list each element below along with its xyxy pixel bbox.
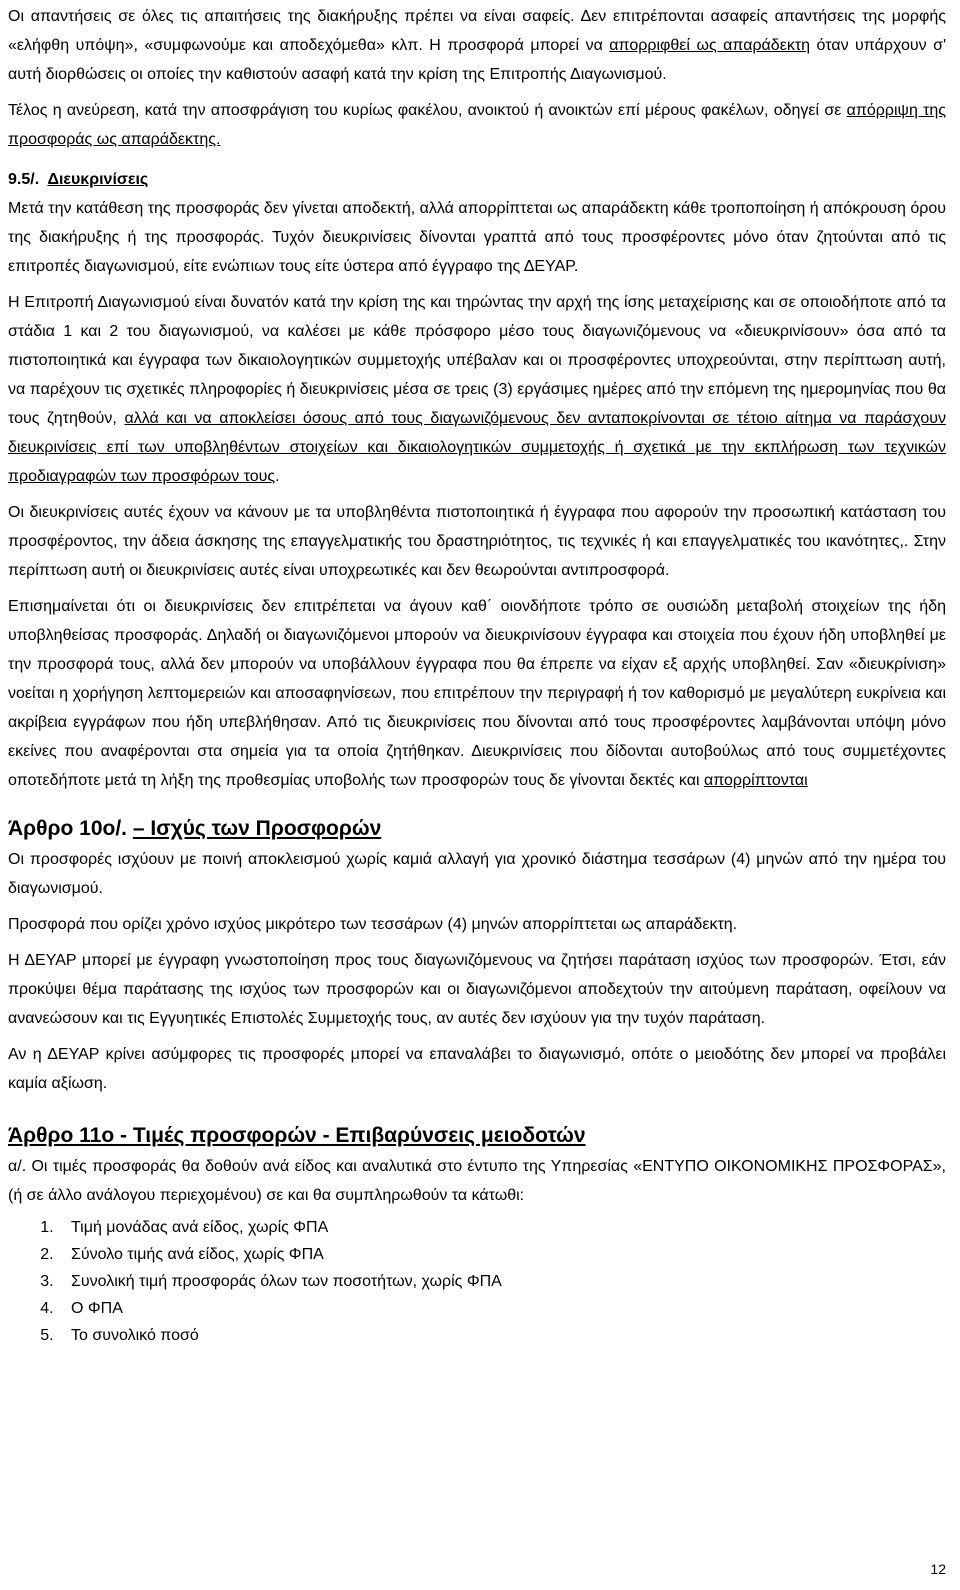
underlined-rejected-word: απορρίπτονται [703, 772, 808, 789]
underlined-rejection-phrase: απορριφθεί ως απαράδεκτη [609, 37, 811, 54]
list-item: 5. Το συνολικό ποσό [58, 1322, 946, 1349]
list-item: 1. Τιμή μονάδας ανά είδος, χωρίς ΦΠΑ [58, 1214, 946, 1241]
article-10-title: – Ισχύς των Προσφορών [132, 817, 382, 840]
pricing-items-list [8, 1214, 946, 1349]
list-item: 2. Σύνολο τιμής ανά είδος, χωρίς ΦΠΑ [58, 1241, 946, 1268]
paragraph-shorter-validity: Προσφορά που ορίζει χρόνο ισχύος μικρότερο των τεσσάρων (4) μηνών απορρίπτεται ως απαράδεκτη. [8, 916, 738, 933]
paragraph-offer-validity: Οι προσφορές ισχύουν με ποινή αποκλεισμού χωρίς καμιά αλλαγή για χρονικό διάστημα τεσσάρων (4) μηνών από την ημέρα του διαγωνισμού. [8, 851, 946, 897]
list-item: 3. Συνολική τιμή προσφοράς όλων των ποσοτήτων, χωρίς ΦΠΑ [58, 1268, 946, 1295]
paragraph-pricing-intro: α/. Οι τιμές προσφοράς θα δοθούν ανά είδος και αναλυτικά στο έντυπο της Υπηρεσίας «ΕΝΤΥΠΟ ΟΙΚΟΝΟΜΙΚΗΣ ΠΡΟΣΦΟΡΑΣ», (ή σε άλλο ανάλογου περιεχομένου) σε και θα συμπληρωθούν τα κάτωθι: [8, 1158, 946, 1204]
page-number: 12 [930, 1561, 946, 1577]
underlined-rejection-clause: απόρριψη της προσφοράς ως απαράδεκτης. [8, 102, 947, 148]
article-11-heading: Άρθρο 11ο - Τιμές προσφορών - Επιβαρύνσεις μειοδοτών [8, 1124, 586, 1147]
paragraph-clarifications-4: Επισημαίνεται ότι οι διευκρινίσεις δεν επιτρέπεται να άγουν καθ΄ οιονδήποτε τρόπο σε ουσιώδη μεταβολή στοιχείων της ήδη υποβληθείσας προσφοράς. Δηλαδή οι διαγωνιζόμενοι μπορούν να διευκρινίσουν έγγραφα και στοιχεία που έχουν ήδη υποβληθεί με την προσφορά τους, αλλά δεν μπορούν να υποβάλλουν έγγραφα που θα έπρεπε να είχαν εξ αρχής υποβληθεί. Σαν «διευκρίνιση» νοείται η χορήγηση λεπτομερειών και αποσαφηνίσεων, που επιτρέπουν την περιγραφή ή τον καθορισμό με μεγαλύτερη ευκρίνεια και ακρίβεια εγγράφων που ήδη υπεβλήθησαν. Από τις διευκρινίσεις που δίνονται από τους προσφέροντες λαμβάνονται υπόψη μόνο εκείνες που αναφέρονται στα σημεία για τα οποία ζητήθηκαν. Διευκρινίσεις που δίδονται αυτοβούλως από τους συμμετέχοντες οποτεδήποτε μετά τη λήξη της προθεσμίας υποβολής των προσφορών τους δε γίνονται δεκτές και απορρίπτονται [8, 598, 946, 789]
paragraph-unsealing-rejection: Τέλος η ανεύρεση, κατά την αποσφράγιση του κυρίως φακέλου, ανοικτού ή ανοικτών επί μέρους φακέλων, οδηγεί σε απόρριψη της προσφοράς ως απαράδεκτης. [8, 102, 947, 148]
article-10-heading: Άρθρο 10ο/. – Ισχύς των Προσφορών [8, 817, 382, 840]
paragraph-validity-extension: Η ΔΕΥΑΡ μπορεί με έγγραφη γνωστοποίηση προς τους διαγωνιζόμενους να ζητήσει παράταση ισχύος των προσφορών. Έτσι, εάν προκύψει θέμα παράτασης της ισχύος των προσφορών και οι διαγωνιζόμενοι αποδεχτούν την αιτούμενη παράταση, οφείλουν να ανανεώσουν και τις Εγγυητικές Επιστολές Συμμετοχής τους, αν αυτές δεν ισχύουν για την τυχόν παράταση. [8, 952, 946, 1027]
paragraph-clarity-requirements: Οι απαντήσεις σε όλες τις απαιτήσεις της διακήρυξης πρέπει να είναι σαφείς. Δεν επιτρέπονται ασαφείς απαντήσεις της μορφής «ελήφθη υπόψη», «συμφωνούμε και αποδεχόμεθα» κλπ. Η προσφορά μπορεί να απορριφθεί ως απαράδεκτη όταν υπάρχουν σ' αυτή διορθώσεις οι οποίες την καθιστούν ασαφή κατά την κρίση της Επιτροπής Διαγωνισμού. [8, 8, 947, 83]
paragraph-clarifications-3: Οι διευκρινίσεις αυτές έχουν να κάνουν με τα υποβληθέντα πιστοποιητικά ή έγγραφα που αφορούν την προσωπική κατάσταση του προσφέροντος, την άδεια άσκησης της επαγγελματικής του δραστηριότητος, τις τεχνικές ή και επαγγελματικές του ικανότητες,. Στην περίπτωση αυτή οι διευκρινίσεις αυτές είναι υποχρεωτικές και δεν θεωρούνται αντιπροσφορά. [8, 504, 946, 579]
section-9-5-heading [8, 166, 946, 194]
paragraph-clarifications-1: Μετά την κατάθεση της προσφοράς δεν γίνεται αποδεκτή, αλλά απορρίπτεται ως απαράδεκτη κάθε τροποποίηση ή απόκρουση όρου της διακήρυξης ή της προσφοράς. Τυχόν διευκρινίσεις δίνονται γραπτά από τους προσφέροντες μόνο όταν ζητούνται από τις επιτροπές διαγωνισμού, είτε ενώπιων τους είτε ύστερα από έγγραφο της ΔΕΥΑΡ. [8, 200, 946, 275]
section-title: Διευκρινίσεις [47, 171, 149, 188]
list-item: 4. Ο ΦΠΑ [58, 1295, 946, 1322]
underlined-exclusion-clause: αλλά και να αποκλείσει όσους από τους διαγωνιζόμενους δεν ανταποκρίνονται σε τέτοιο αίτημα να παράσχουν διευκρινίσεις επί των υποβληθέντων στοιχείων και δικαιολογητικών συμμετοχής ή σχετικά με την εκπλήρωση των τεχνικών προδιαγραφών των προσφόρων τους [8, 410, 946, 485]
paragraph-repeat-tender: Αν η ΔΕΥΑΡ κρίνει ασύμφορες τις προσφορές μπορεί να επαναλάβει το διαγωνισμό, οπότε ο μειοδότης δεν μπορεί να προβάλει καμία αξίωση. [8, 1046, 946, 1092]
paragraph-clarifications-2: Η Επιτροπή Διαγωνισμού είναι δυνατόν κατά την κρίση της και τηρώντας την αρχή της ίσης μεταχείρισης και σε οποιοδήποτε από τα στάδια 1 και 2 του διαγωνισμού, να καλέσει με κάθε πρόσφορο μέσο τους διαγωνιζόμενους να «διευκρινίσουν» όσα από τα πιστοποιητικά και έγγραφα των δικαιολογητικών συμμετοχής υπέβαλαν και οι προσφέροντες υποχρεούνται, στην περίπτωση αυτή, να παρέχουν τις σχετικές πληροφορίες ή διευκρινίσεις μέσα σε τρεις (3) εργάσιμες ημέρες από την επόμενη της ημερομηνίας που θα τους ζητηθούν, αλλά και να αποκλείσει όσους από τους διαγωνιζόμενους δεν ανταποκρίνονται σε τέτοιο αίτημα να παράσχουν διευκρινίσεις επί των υποβληθέντων στοιχείων και δικαιολογητικών συμμετοχής ή σχετικά με την εκπλήρωση των τεχνικών προδιαγραφών των προσφόρων τους. [8, 294, 946, 485]
section-number: 9.5/. [8, 171, 40, 188]
